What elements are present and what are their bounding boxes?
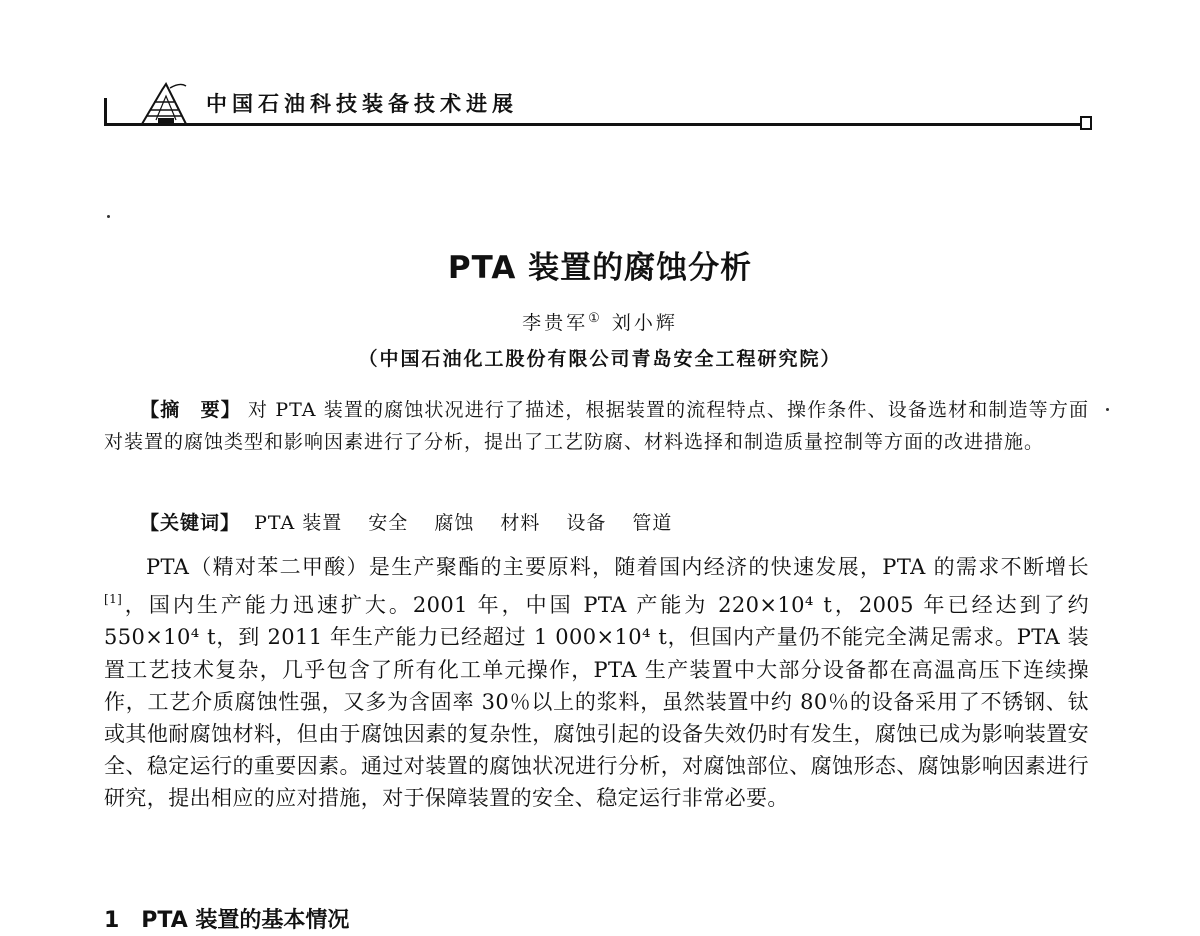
intro-paragraph [104, 551, 1089, 815]
citation-ref: [1] [104, 592, 123, 607]
keyword: PTA 装置 [254, 512, 343, 534]
author-name: 李贵军 [522, 312, 589, 334]
section-heading: 1 PTA 装置的基本情况 [104, 908, 350, 933]
keyword: 设备 [566, 512, 607, 534]
oil-derrick-logo-icon [136, 80, 194, 126]
header-bracket [104, 98, 107, 124]
header-end-marker [1080, 116, 1092, 130]
keyword: 腐蚀 [434, 512, 475, 534]
journal-name: 中国石油科技装备技术进展 [206, 92, 518, 116]
keyword: 安全 [368, 512, 409, 534]
author-name: 刘小辉 [611, 312, 678, 334]
abstract-text: 对 PTA 装置的腐蚀状况进行了描述，根据装置的流程特点、操作条件、设备选材和制造等方面对装置的腐蚀类型和影响因素进行了分析，提出了工艺防腐、材料选择和制造质量控制等方面的改进措施。 [104, 399, 1089, 453]
author-footnote-mark: ① [588, 311, 600, 326]
scan-speck [1106, 408, 1109, 411]
keyword: 管道 [632, 512, 673, 534]
intro-text: ，国内生产能力迅速扩大。2001 年，中国 PTA 产能为 220×10⁴ t，2005 年已经达到了约 550×10⁴ t，到 2011 年生产能力已经超过 1 000×10⁴ t，但国内产量仍不能完全满足需求。PTA 装置工艺技术复杂，几乎包含了所有化工单元操作，PTA 生产装置中大部分设备都在高温高压下连续操作，工艺介质腐蚀性强，又多为含固率 30％以上的浆料，虽然装置中约 80％的设备采用了不锈钢、钛或其他耐腐蚀材料，但由于腐蚀因素的复杂性，腐蚀引起的设备失效仍时有发生，腐蚀已成为影响装置安全、稳定运行的重要因素。通过对装置的腐蚀状况进行分析，对腐蚀部位、腐蚀形态、腐蚀影响因素进行研究，提出相应的应对措施，对于保障装置的安全、稳定运行非常必要。 [104, 593, 1089, 811]
running-header [104, 76, 1094, 136]
author-line [0, 308, 1200, 335]
section-heading-clip [104, 906, 444, 936]
abstract [104, 394, 1089, 458]
scan-speck [107, 215, 110, 218]
intro-text: PTA（精对苯二甲酸）是生产聚酯的主要原料，随着国内经济的快速发展，PTA 的需求不断增长 [146, 555, 1089, 579]
abstract-label: 【摘 要】 [140, 399, 241, 421]
keywords-label: 【关键词】 [140, 512, 241, 534]
keyword: 材料 [500, 512, 541, 534]
article-title: PTA 装置的腐蚀分析 [447, 250, 753, 286]
author-affiliation: （中国石油化工股份有限公司青岛安全工程研究院） [358, 348, 842, 370]
keywords [104, 507, 1089, 539]
header-rule [104, 123, 1082, 126]
